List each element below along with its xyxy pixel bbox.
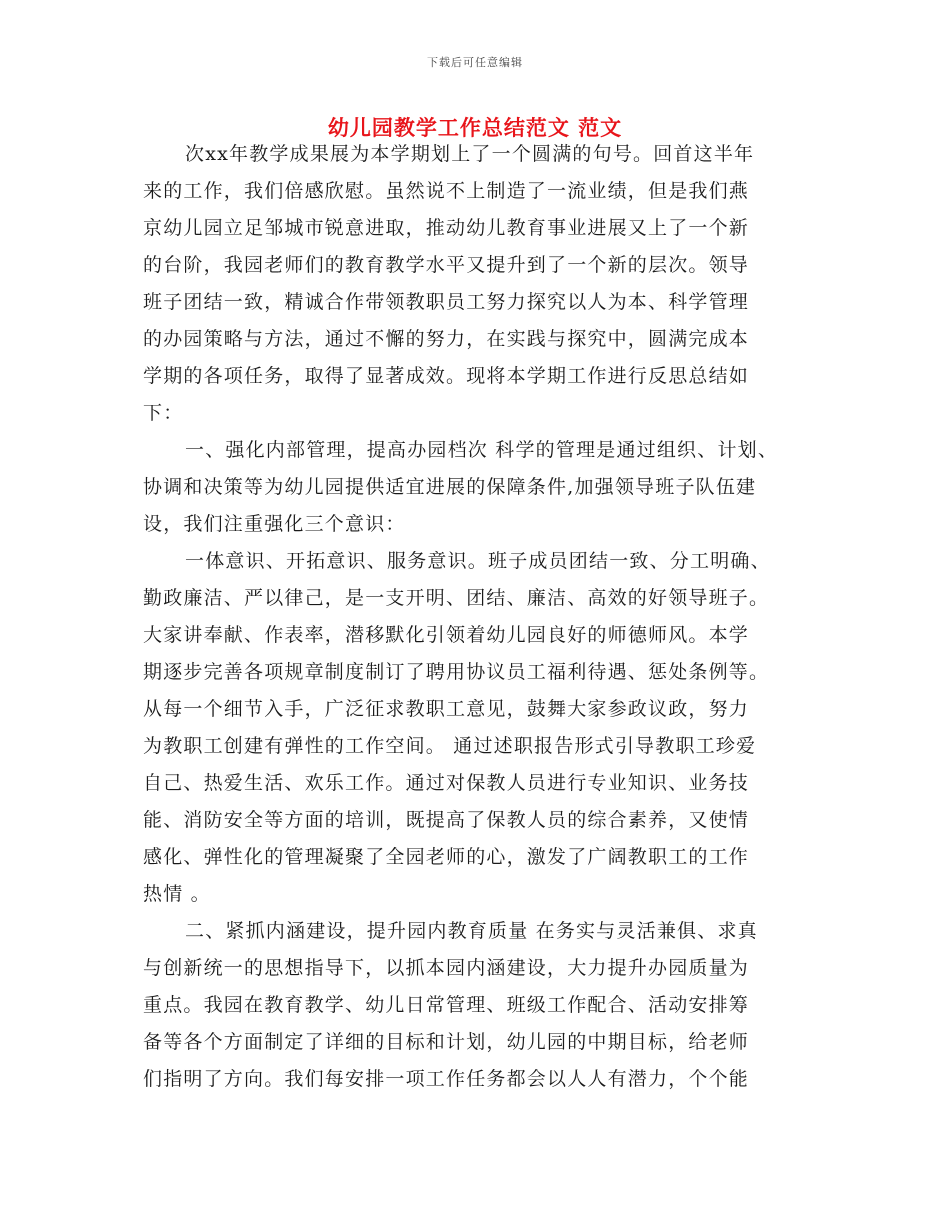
text-line: 大家讲奉献、作表率，潜移默化引领着幼儿园良好的师德师风。本学	[143, 624, 750, 646]
text-line: 京幼儿园立足邹城市锐意进取，推动幼儿教育事业进展又上了一个新	[143, 217, 750, 239]
text-line: 班子团结一致，精诚合作带领教职员工努力探究以人为本、科学管理	[143, 291, 750, 313]
text-line: 设，我们注重强化三个意识：	[143, 513, 406, 535]
text-line: 的台阶，我园老师们的教育教学水平又提升到了一个新的层次。领导	[143, 254, 750, 276]
text-line: 备等各个方面制定了详细的目标和计划，幼儿园的中期目标，给老师	[143, 1031, 750, 1053]
text-line: 勤政廉洁、严以律己，是一支开明、团结、廉洁、高效的好领导班子。	[143, 587, 770, 609]
text-line: 学期的各项任务，取得了显著成效。现将本学期工作进行反思总结如	[143, 365, 750, 387]
text-line: 与创新统一的思想指导下，以抓本园内涵建设，大力提升办园质量为	[143, 957, 750, 979]
text-line: 下：	[143, 402, 184, 424]
text-line: 们指明了方向。我们每安排一项工作任务都会以人人有潜力，个个能	[143, 1068, 750, 1090]
text-line: 的办园策略与方法，通过不懈的努力，在实践与探究中，圆满完成本	[143, 328, 750, 350]
text-line: 感化、弹性化的管理凝聚了全园老师的心，激发了广阔教职工的工作	[143, 846, 750, 868]
section-heading-line: 一、强化内部管理，提高办园档次 科学的管理是通过组织、计划、	[185, 439, 779, 461]
text-line: 能、消防安全等方面的培训，既提高了保教人员的综合素养，又使情	[143, 809, 750, 831]
section-heading-line: 二、紧抓内涵建设，提升园内教育质量 在务实与灵活兼俱、求真	[185, 920, 758, 942]
document-title: 幼儿园教学工作总结范文 范文	[327, 115, 623, 140]
text-line: 热情 。	[143, 883, 211, 905]
text-line: 一体意识、开拓意识、服务意识。班子成员团结一致、分工明确、	[185, 550, 771, 572]
text-line: 自己、热爱生活、欢乐工作。通过对保教人员进行专业知识、业务技	[143, 772, 750, 794]
text-line: 期逐步完善各项规章制度制订了聘用协议员工福利待遇、惩处条例等。	[143, 661, 770, 683]
text-line: 重点。我园在教育教学、幼儿日常管理、班级工作配合、活动安排筹	[143, 994, 750, 1016]
text-line: 为教职工创建有弹性的工作空间。 通过述职报告形式引导教职工珍爱	[143, 735, 757, 757]
text-line: 次xx年教学成果展为本学期划上了一个圆满的句号。回首这半年	[185, 143, 755, 165]
text-line: 来的工作，我们倍感欣慰。虽然说不上制造了一流业绩，但是我们燕	[143, 180, 750, 202]
text-line: 从每一个细节入手，广泛征求教职工意见，鼓舞大家参政议政，努力	[143, 698, 750, 720]
page-header-note: 下载后可任意编辑	[427, 56, 523, 69]
text-line: 协调和决策等为幼儿园提供适宜进展的保障条件,加强领导班子队伍建	[143, 476, 757, 498]
